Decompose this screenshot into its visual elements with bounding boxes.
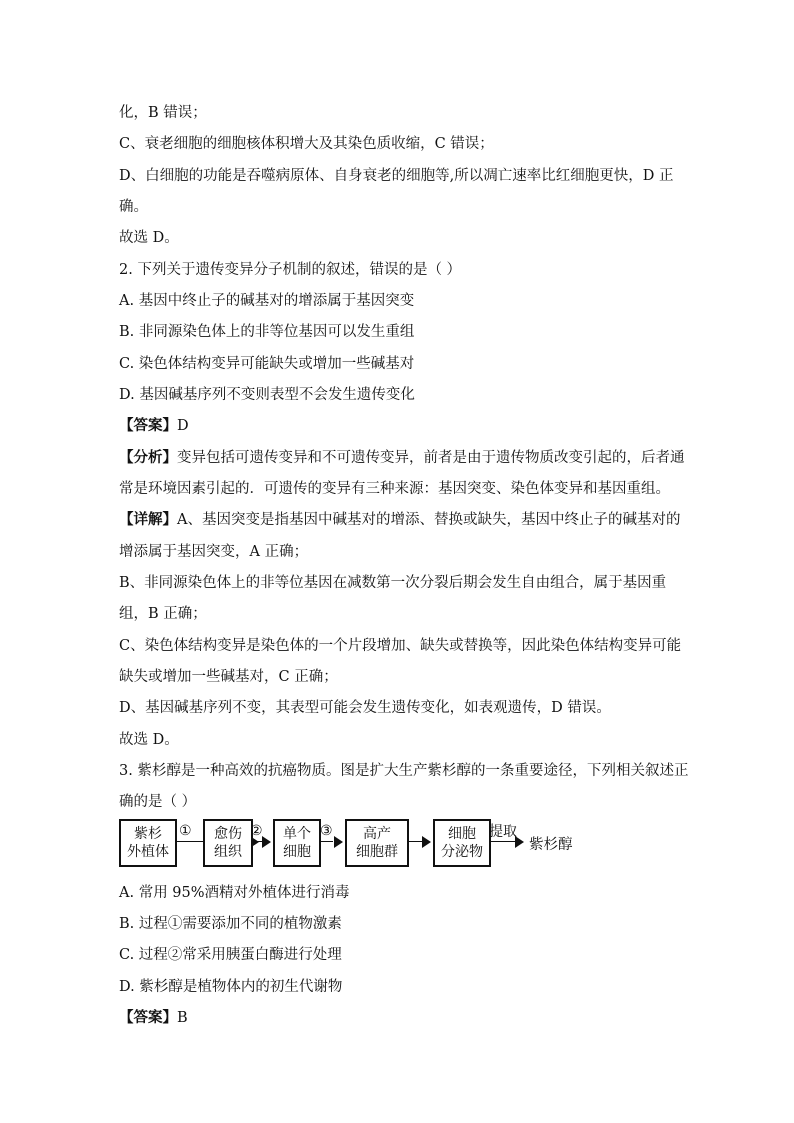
q3-answer-tag: 【答案】 bbox=[119, 1009, 177, 1026]
taxol-production-flow-diagram bbox=[119, 819, 589, 871]
q2-analysis-line-2: 常是环境因素引起的．可遗传的变异有三种来源：基因突变、染色体变异和基因重组。 bbox=[119, 481, 670, 497]
continuation-line-4: 确。 bbox=[119, 199, 148, 215]
q3-answer: B bbox=[177, 1010, 188, 1026]
q2-analysis-text-1: 变异包括可遗传变异和不可遗传变异，前者是由于遗传物质改变引起的，后者通 bbox=[177, 450, 685, 466]
q2-option-c: C. 染色体结构变异可能缺失或增加一些碱基对 bbox=[119, 356, 415, 372]
continuation-line-3: D、白细胞的功能是吞噬病原体、自身衰老的细胞等,所以凋亡速率比红细胞更快，D 正 bbox=[119, 168, 674, 184]
flow-box-high-yield-cells: 高产 细胞群 bbox=[345, 819, 409, 867]
q2-detail-line-1 bbox=[119, 510, 680, 530]
q2-answer-line bbox=[119, 416, 189, 436]
flow-step-3-label: ③ bbox=[320, 823, 333, 839]
q2-detail-text-1: A、基因突变是指基因中碱基对的增添、替换或缺失，基因中终止子的碱基对的 bbox=[177, 512, 681, 528]
flow-step-1-label: ① bbox=[179, 823, 192, 839]
q2-detail-line-7: D、基因碱基序列不变，其表型可能会发生遗传变化，如表观遗传，D 错误。 bbox=[119, 700, 611, 716]
q3-option-a: A. 常用 95%酒精对外植体进行消毒 bbox=[119, 885, 350, 901]
q2-analysis-tag: 【分析】 bbox=[119, 449, 177, 466]
flow-arrow-2-head bbox=[262, 836, 271, 848]
q3-answer-line bbox=[119, 1008, 188, 1028]
continuation-line-2: C、衰老细胞的细胞核体积增大及其染色质收缩，C 错误； bbox=[119, 136, 494, 152]
flow-box-callus: 愈伤 组织 bbox=[203, 819, 253, 867]
continuation-conclusion: 故选 D。 bbox=[119, 230, 179, 246]
flow-arrow-3-head bbox=[334, 836, 343, 848]
q2-answer: D bbox=[177, 418, 189, 434]
q2-detail-line-2: 增添属于基因突变，A 正确； bbox=[119, 544, 309, 560]
flow-box-secretions: 细胞 分泌物 bbox=[433, 819, 491, 867]
flow-arrow-5 bbox=[491, 841, 515, 842]
q3-stem-line-2: 确的是（ ） bbox=[119, 794, 197, 810]
q2-option-d: D. 基因碱基序列不变则表型不会发生遗传变化 bbox=[119, 387, 415, 403]
q2-detail-line-3: B、非同源染色体上的非等位基因在减数第一次分裂后期会发生自由组合，属于基因重 bbox=[119, 575, 667, 591]
flow-arrow-5-head bbox=[515, 836, 524, 848]
flow-box-single-cell: 单个 细胞 bbox=[273, 819, 321, 867]
q2-conclusion: 故选 D。 bbox=[119, 732, 179, 748]
flow-step-2-label: ② bbox=[250, 823, 263, 839]
q3-option-c: C. 过程②常采用胰蛋白酶进行处理 bbox=[119, 947, 342, 963]
flow-arrow-4-head bbox=[422, 836, 431, 848]
q3-stem-line-1: 3. 紫杉醇是一种高效的抗癌物质。图是扩大生产紫杉醇的一条重要途径，下列相关叙述正 bbox=[119, 763, 689, 779]
flow-arrow-3 bbox=[321, 841, 333, 842]
q2-detail-line-6: 缺失或增加一些碱基对，C 正确； bbox=[119, 669, 338, 685]
flow-product-label: 紫杉醇 bbox=[529, 837, 573, 853]
q3-option-b: B. 过程①需要添加不同的植物激素 bbox=[119, 916, 342, 932]
q2-detail-tag: 【详解】 bbox=[119, 511, 177, 528]
q2-detail-line-5: C、染色体结构变异是染色体的一个片段增加、缺失或替换等，因此染色体结构变异可能 bbox=[119, 638, 682, 654]
continuation-line-1: 化，B 错误； bbox=[119, 105, 207, 121]
q2-stem: 2. 下列关于遗传变异分子机制的叙述，错误的是（ ） bbox=[119, 262, 462, 278]
q2-option-a: A. 基因中终止子的碱基对的增添属于基因突变 bbox=[119, 293, 415, 309]
q2-analysis-line-1 bbox=[119, 448, 685, 468]
flow-box-explant: 紫杉 外植体 bbox=[119, 819, 177, 867]
q2-option-b: B. 非同源染色体上的非等位基因可以发生重组 bbox=[119, 324, 415, 340]
q3-option-d: D. 紫杉醇是植物体内的初生代谢物 bbox=[119, 979, 343, 995]
q2-answer-tag: 【答案】 bbox=[119, 417, 177, 434]
q2-detail-line-4: 组，B 正确； bbox=[119, 606, 207, 622]
flow-extract-label: 提取 bbox=[489, 824, 517, 840]
